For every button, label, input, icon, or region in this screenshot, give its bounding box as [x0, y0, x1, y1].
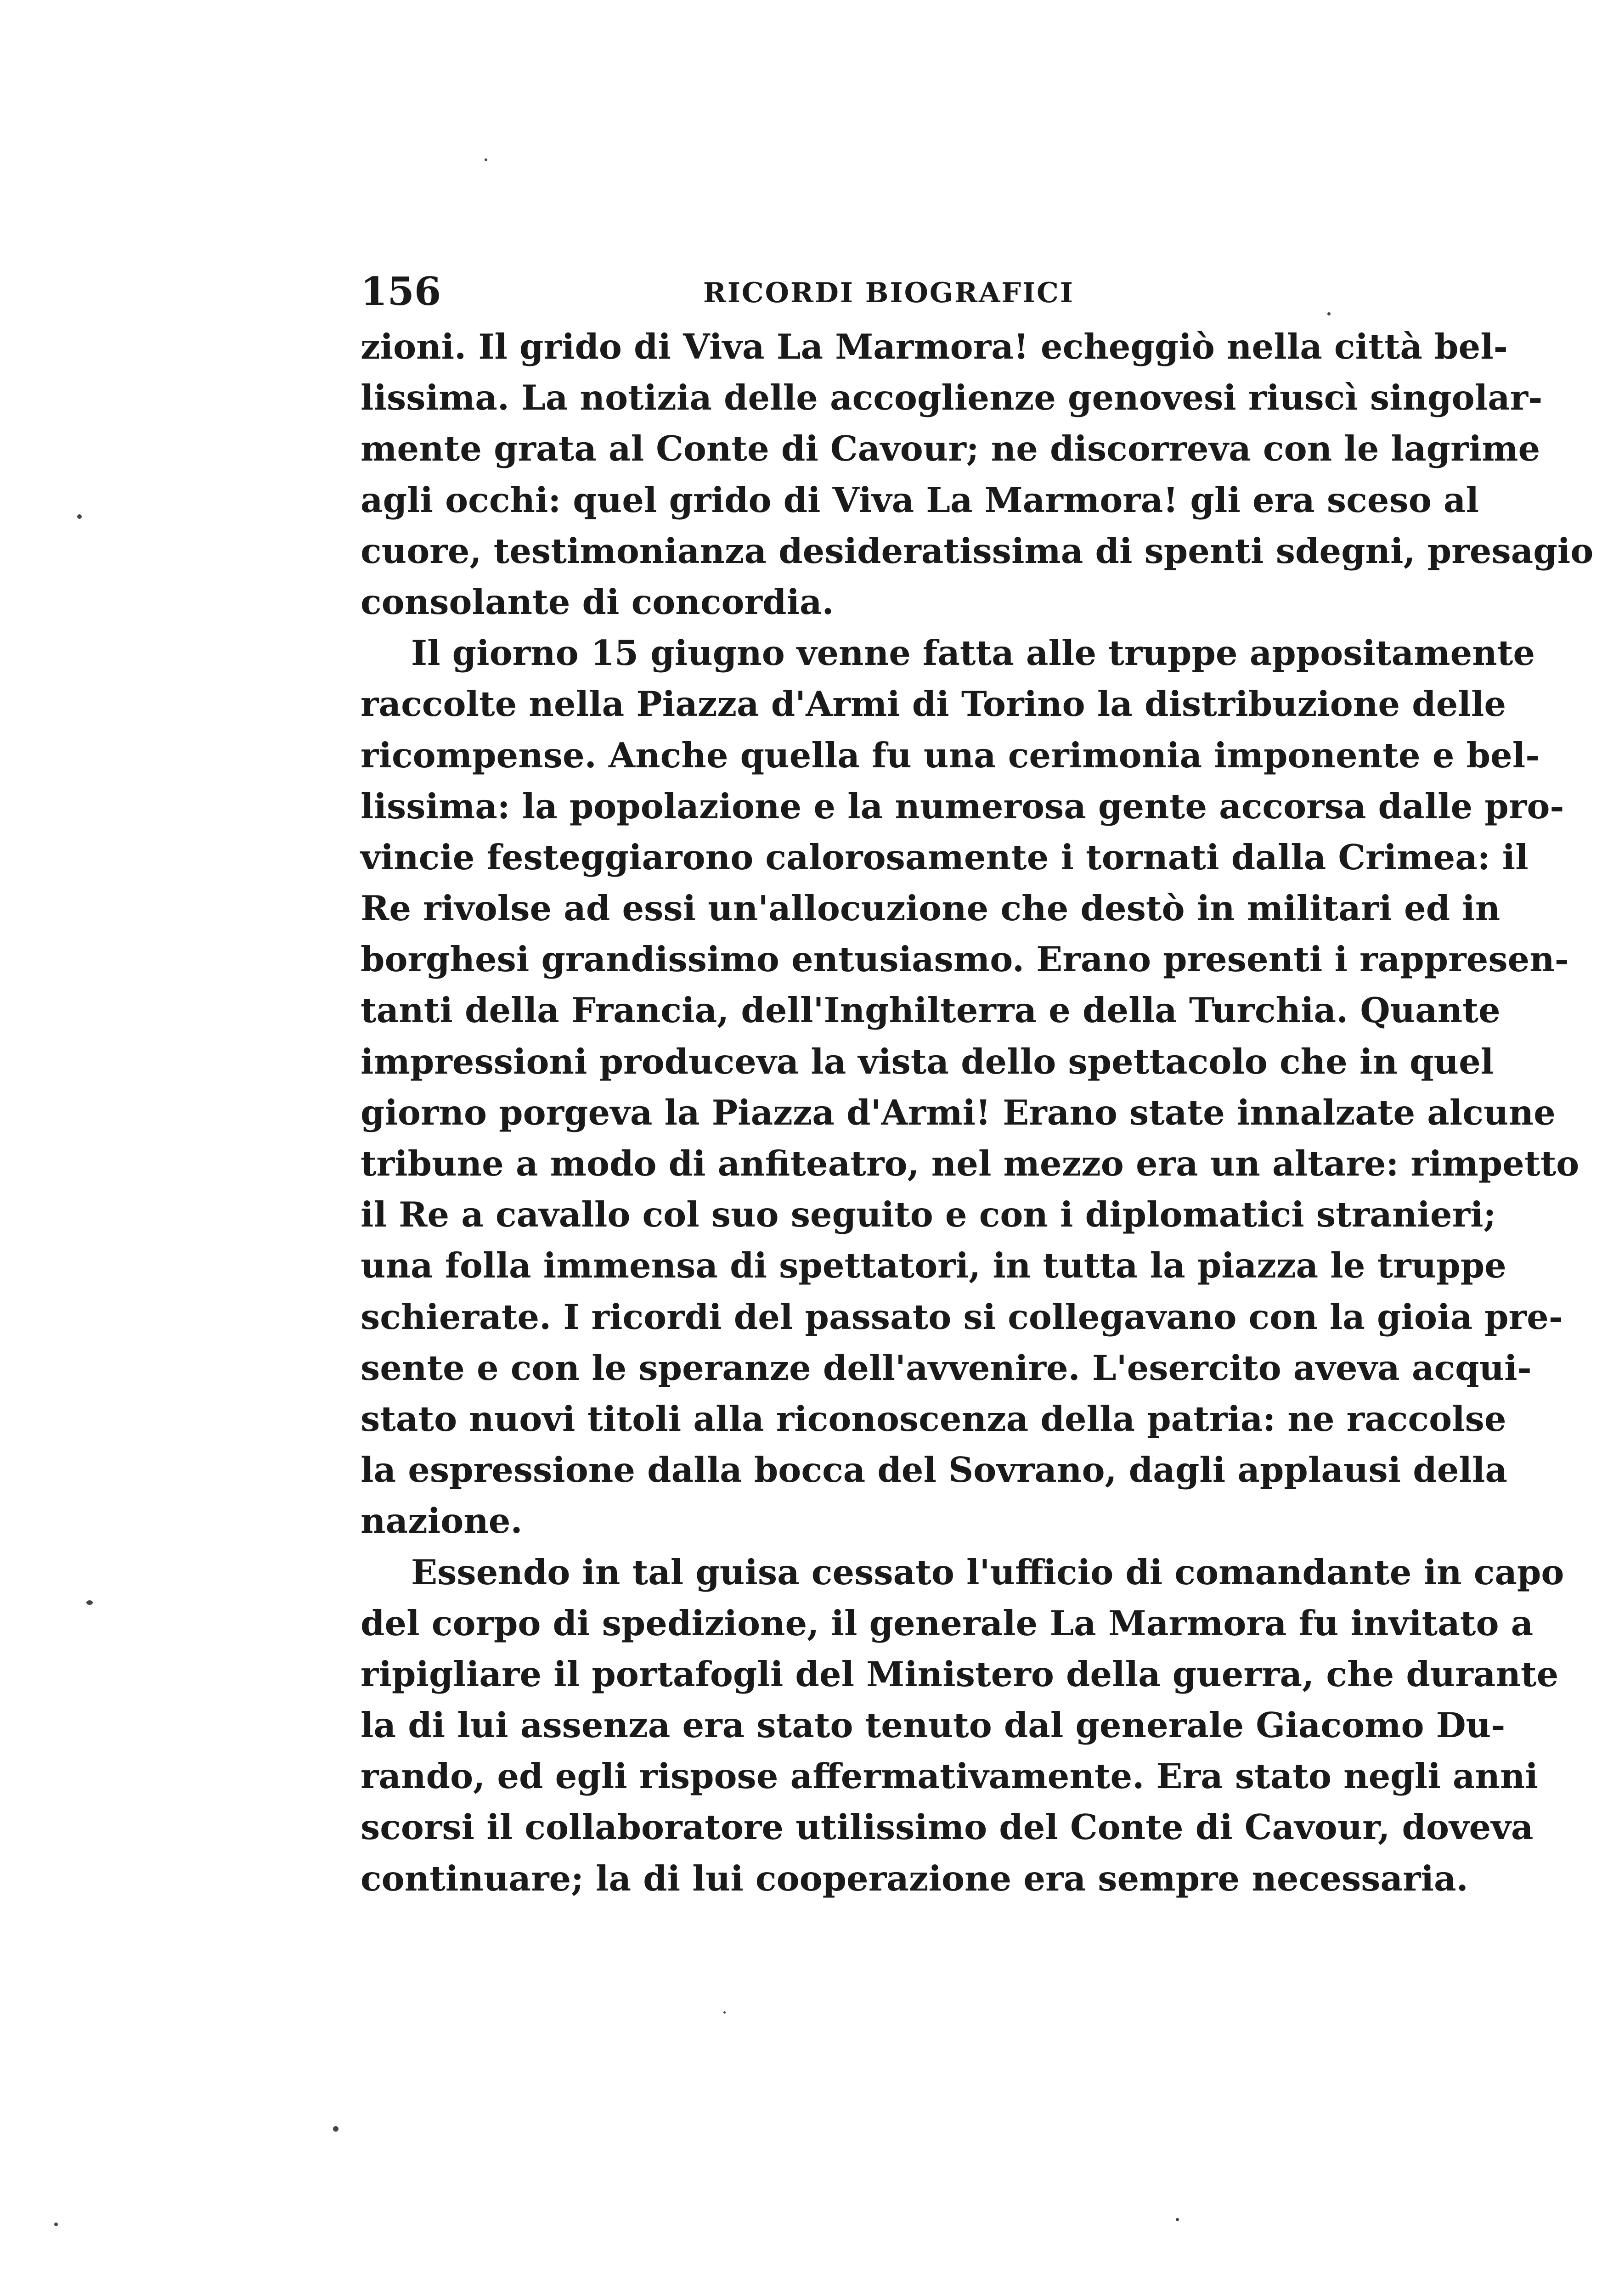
text-line: nazione. — [361, 1501, 523, 1542]
text-line: Re rivolse ad essi un'allocuzione che destò in militari ed in — [361, 888, 1500, 929]
paragraph-3 — [361, 1547, 1564, 1904]
text-line: la di lui assenza era stato tenuto dal generale Giacomo Du- — [361, 1705, 1506, 1746]
scan-speck — [485, 158, 487, 161]
text-line: schierate. I ricordi del passato si collegavano con la gioia pre- — [361, 1296, 1563, 1337]
text-line: Il giorno 15 giugno venne fatta alle truppe appositamente — [411, 633, 1535, 674]
text-line: Essendo in tal guisa cessato l'ufficio di comandante in capo — [411, 1552, 1564, 1593]
text-line: ricompense. Anche quella fu una cerimonia imponente e bel- — [361, 735, 1540, 776]
text-line: mente grata al Conte di Cavour; ne discorreva con le lagrime — [361, 428, 1540, 469]
text-line: cuore, testimonianza desideratissima di spenti sdegni, presagio — [361, 530, 1594, 571]
text-line: stato nuovi titoli alla riconoscenza della patria: ne raccolse — [361, 1398, 1506, 1439]
text-line: tanti della Francia, dell'Inghilterra e della Turchia. Quante — [361, 990, 1500, 1031]
text-line: vincie festeggiarono calorosamente i tornati dalla Crimea: il — [361, 837, 1529, 878]
text-line: zioni. Il grido di Viva La Marmora! echeggiò nella città bel- — [361, 326, 1508, 367]
text-line: la espressione dalla bocca del Sovrano, dagli applausi della — [361, 1450, 1508, 1491]
text-line: continuare; la di lui cooperazione era sempre necessaria. — [361, 1858, 1468, 1899]
body-text — [361, 321, 1594, 1904]
text-line: sente e con le speranze dell'avvenire. L'esercito aveva acqui- — [361, 1347, 1532, 1388]
text-line: una folla immensa di spettatori, in tutta la piazza le truppe — [361, 1245, 1506, 1286]
text-line: impressioni produceva la vista dello spettacolo che in quel — [361, 1041, 1494, 1082]
text-line: ripigliare il portafogli del Ministero della guerra, che durante — [361, 1654, 1559, 1694]
scan-speck — [86, 1600, 93, 1605]
text-line: scorsi il collaboratore utilissimo del Conte di Cavour, doveva — [361, 1807, 1534, 1848]
running-head: RICORDI BIOGRAFICI — [703, 277, 1074, 309]
text-line: tribune a modo di anfiteatro, nel mezzo era un altare: rimpetto — [361, 1143, 1579, 1184]
page-header — [361, 271, 1389, 312]
text-line: borghesi grandissimo entusiasmo. Erano presenti i rappresen- — [361, 939, 1569, 980]
text-line: lissima. La notizia delle accoglienze genovesi riuscì singolar- — [361, 377, 1543, 418]
paragraph-1 — [361, 321, 1594, 628]
scan-speck — [77, 514, 82, 519]
page-number: 156 — [361, 269, 441, 314]
text-line: lissima: la popolazione e la numerosa gente accorsa dalle pro- — [361, 786, 1564, 827]
text-line: del corpo di spedizione, il generale La Marmora fu invitato a — [361, 1603, 1534, 1643]
scan-speck — [1176, 2218, 1179, 2221]
scan-speck — [54, 2223, 58, 2226]
text-line: raccolte nella Piazza d'Armi di Torino la distribuzione delle — [361, 684, 1506, 725]
scan-speck — [333, 2126, 338, 2132]
text-line: rando, ed egli rispose affermativamente. Era stato negli anni — [361, 1756, 1538, 1797]
paragraph-2 — [361, 628, 1579, 1547]
scan-speck — [1327, 312, 1331, 315]
text-line: agli occhi: quel grido di Viva La Marmora! gli era sceso al — [361, 479, 1479, 520]
text-line: giorno porgeva la Piazza d'Armi! Erano state innalzate alcune — [361, 1092, 1556, 1133]
text-line: il Re a cavallo col suo seguito e con i diplomatici stranieri; — [361, 1194, 1496, 1235]
scan-speck — [723, 2011, 726, 2014]
text-line: consolante di concordia. — [361, 581, 834, 622]
